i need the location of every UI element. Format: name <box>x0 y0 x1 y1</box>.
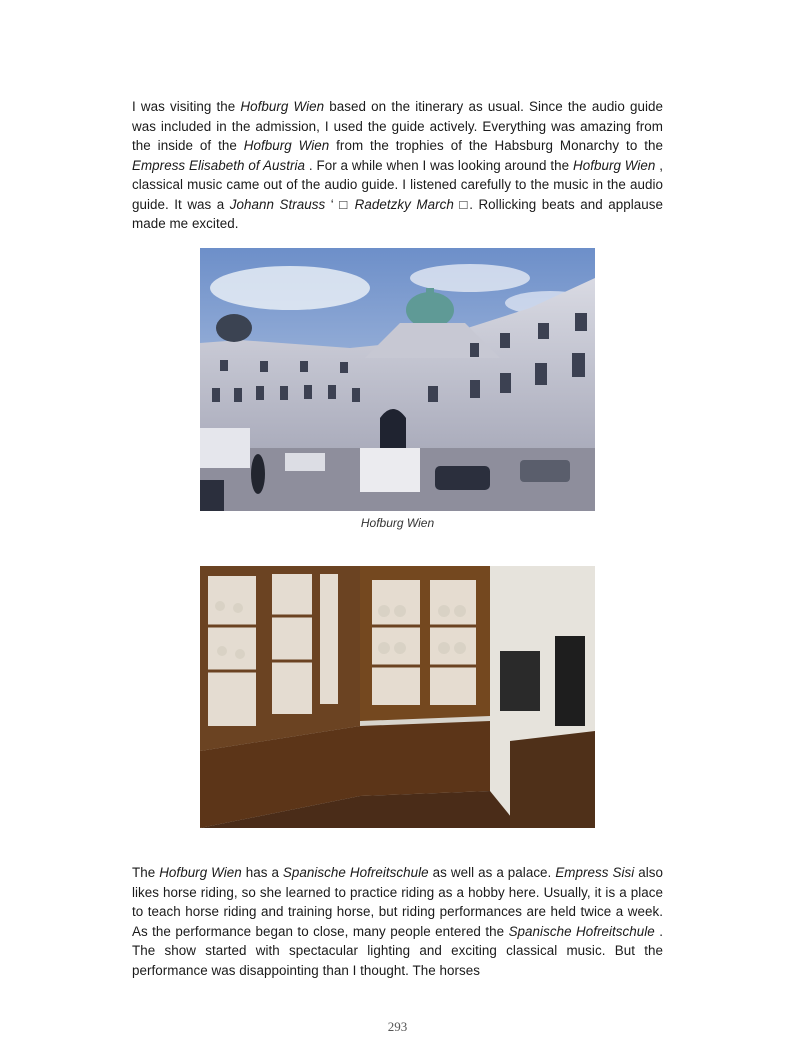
page-number: 293 <box>387 1019 408 1034</box>
paragraph-spanish-riding-school <box>132 863 663 981</box>
text-run: . The show started with spectacular lighting and exciting classical music. But the performance was disappointing than I thought. The horses <box>132 923 663 978</box>
porcelain-cabinet-photo <box>200 566 595 828</box>
italic-run: Spanische Hofreitschule <box>508 923 655 939</box>
italic-run: Johann Strauss <box>229 196 326 212</box>
text-run: as well as a palace. <box>428 865 556 880</box>
text-run: , classical music came out of the audio guide. I listened carefully to the music in the audio guide. It was a <box>132 157 664 212</box>
text-run: . For a while when I was looking around the <box>305 157 573 173</box>
text-run: I was visiting the <box>132 99 241 114</box>
text-run: The <box>132 865 160 880</box>
paragraph-intro <box>132 97 663 234</box>
text-run: □. Rollicking beats and applause made me excited. <box>132 196 663 231</box>
italic-run: Spanische Hofreitschule <box>282 865 429 880</box>
text-run: from the trophies of the Habsburg Monarchy to the <box>329 138 663 153</box>
italic-run: Hofburg Wien <box>243 138 330 153</box>
text-run: based on the itinerary as usual. Since the audio guide was included in the admission, I used the guide actively. Everything was amazing from the inside of the <box>132 99 663 153</box>
text-run: has a <box>241 865 283 880</box>
text-run: also likes horse riding, so she learned to practice riding as a hobby here. Usually, it is a place to teach horse riding and training horse, but riding performances are held twice a week. As the performance began to close, many people entered the <box>132 865 663 939</box>
text-run: ‘ □ <box>325 196 355 212</box>
italic-run: Empress Elisabeth of Austria <box>132 157 306 173</box>
figure-caption: Hofburg Wien <box>360 516 435 530</box>
italic-run: Radetzky March <box>354 196 454 212</box>
italic-run: Hofburg Wien <box>240 99 325 114</box>
italic-run: Empress Sisi <box>555 865 635 880</box>
italic-run: Hofburg Wien <box>159 865 242 880</box>
hofburg-palace-photo <box>200 248 595 511</box>
italic-run: Hofburg Wien <box>572 157 656 173</box>
